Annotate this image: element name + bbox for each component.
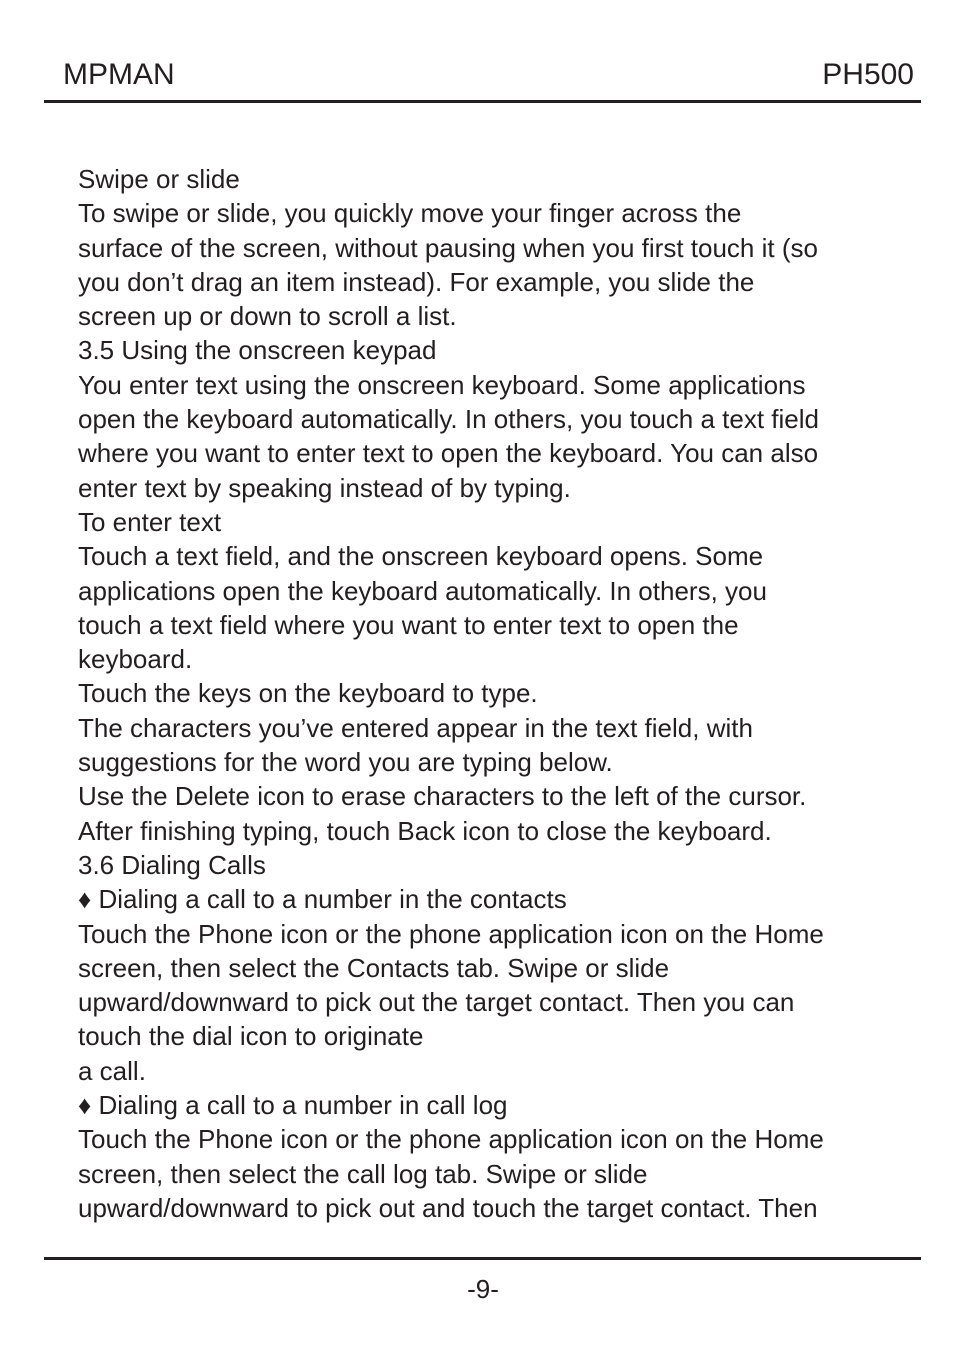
text-line: screen, then select the call log tab. Swipe or slide: [78, 1158, 648, 1189]
text-line: Use the Delete icon to erase characters to the left of the cursor.: [78, 781, 807, 812]
text-line: The characters you’ve entered appear in the text field, with: [78, 712, 753, 743]
page-number: -9-: [467, 1274, 499, 1304]
footer-divider: [44, 1257, 921, 1260]
section-heading-enter-text: To enter text: [78, 506, 222, 537]
text-line: To swipe or slide, you quickly move your finger across the: [78, 198, 742, 229]
header-model: PH500: [822, 58, 914, 91]
text-line: you don’t drag an item instead). For example, you slide the: [78, 266, 755, 297]
text-line: Touch the Phone icon or the phone application icon on the Home: [78, 1124, 824, 1155]
text-line: You enter text using the onscreen keyboard. Some applications: [78, 369, 806, 400]
text-line: screen up or down to scroll a list.: [78, 301, 457, 332]
text-line: upward/downward to pick out the target contact. Then you can: [78, 987, 795, 1018]
text-line: Touch a text field, and the onscreen keyboard opens. Some: [78, 541, 764, 572]
text-line: screen, then select the Contacts tab. Swipe or slide: [78, 952, 670, 983]
text-line: a call.: [78, 1055, 146, 1086]
body-text: [78, 162, 898, 1225]
text-line: enter text by speaking instead of by typing.: [78, 472, 571, 503]
header-brand: MPMAN: [63, 58, 175, 91]
text-line: open the keyboard automatically. In others, you touch a text field: [78, 404, 819, 435]
text-line: where you want to enter text to open the keyboard. You can also: [78, 438, 819, 469]
text-line: suggestions for the word you are typing below.: [78, 747, 613, 778]
text-line: touch the dial icon to originate: [78, 1021, 424, 1052]
text-line: touch a text field where you want to enter text to open the: [78, 609, 739, 640]
text-line: Touch the keys on the keyboard to type.: [78, 678, 538, 709]
section-heading-swipe: Swipe or slide: [78, 164, 240, 194]
section-heading-onscreen-keypad: 3.5 Using the onscreen keypad: [78, 335, 437, 366]
text-line: After finishing typing, touch Back icon to close the keyboard.: [78, 815, 772, 846]
text-line: keyboard.: [78, 644, 193, 675]
text-line: applications open the keyboard automatically. In others, you: [78, 575, 767, 606]
text-line: Touch the Phone icon or the phone application icon on the Home: [78, 918, 824, 949]
page-header: [44, 54, 921, 103]
section-heading-dialing-calls: 3.6 Dialing Calls: [78, 849, 266, 880]
text-line: surface of the screen, without pausing when you first touch it (so: [78, 232, 818, 263]
bullet-item-contacts: ♦ Dialing a call to a number in the contacts: [78, 884, 567, 915]
text-line: upward/downward to pick out and touch the target contact. Then: [78, 1192, 818, 1223]
bullet-item-call-log: ♦ Dialing a call to a number in call log: [78, 1090, 508, 1121]
